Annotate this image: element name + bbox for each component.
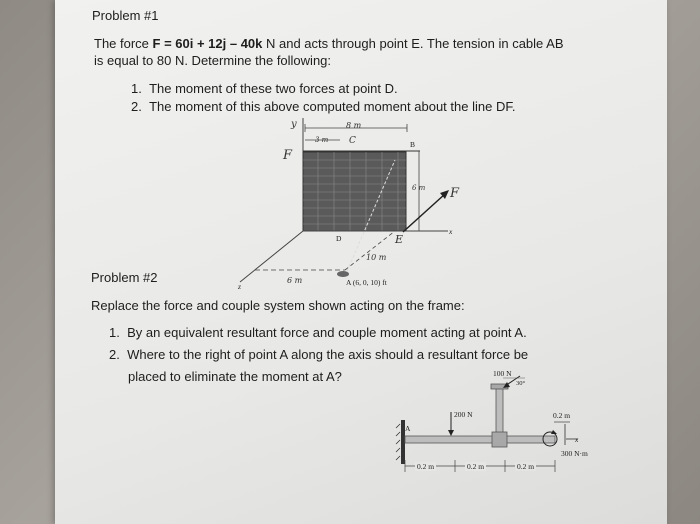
- dim-02m-3: 0.2 m: [517, 462, 535, 471]
- force-200n-label: 200 N: [454, 410, 473, 419]
- item-text: The moment of this above computed moment about the line DF.: [149, 99, 516, 114]
- label-f: F: [283, 148, 293, 163]
- label-d: D: [336, 234, 342, 243]
- force-100n-label: 100 N: [493, 369, 512, 378]
- force-expression: F = 60i + 12j – 40k: [152, 36, 263, 51]
- statement-text: The force: [94, 36, 153, 51]
- item-number: 1.: [109, 325, 120, 340]
- force-label-f: F: [450, 186, 460, 201]
- item-text: The moment of these two forces at point D.: [149, 81, 398, 96]
- problem2-intro: Replace the force and couple system shown acting on the frame:: [91, 298, 465, 313]
- axis-y-label: y: [291, 119, 297, 130]
- problem1-heading: Problem #1: [92, 8, 159, 23]
- problem2-heading: Problem #2: [91, 270, 158, 285]
- dim-02m-1: 0.2 m: [417, 462, 435, 471]
- item-text: Where to the right of point A along the axis should a resultant force be: [127, 347, 529, 362]
- axis-z-label: z: [238, 282, 241, 291]
- dim-02m-2: 0.2 m: [467, 462, 485, 471]
- problem1-statement-line2: is equal to 80 N. Determine the following:: [94, 53, 332, 68]
- item-number: 2.: [109, 347, 120, 362]
- dim-10m: 10 m: [366, 253, 387, 262]
- dim-3m: 3 m: [315, 136, 329, 144]
- label-e: E: [395, 233, 404, 246]
- problem2-item-2-continued: placed to eliminate the moment at A?: [128, 369, 342, 384]
- moment-300nm-label: 300 N·m: [561, 449, 588, 458]
- axis-x-label: x: [449, 227, 453, 236]
- dim-6m-bottom: 6 m: [287, 276, 303, 285]
- dim-02m-right: 0.2 m: [553, 411, 571, 420]
- item-text: By an equivalent resultant force and couple moment acting at point A.: [127, 325, 527, 340]
- dim-8m: 8 m: [346, 121, 362, 130]
- dim-6m-height: 6 m: [412, 184, 426, 192]
- angle-30-label: 30°: [516, 380, 526, 387]
- item-number: 2.: [131, 99, 142, 114]
- label-a-point: A (6, 0, 10) ft: [346, 278, 387, 287]
- statement-text: N and acts through point E. The tension in cable AB: [262, 36, 564, 51]
- item-number: 1.: [131, 81, 142, 96]
- label-b: B: [410, 140, 416, 149]
- label-a: A: [405, 424, 411, 433]
- axis-x-label: x: [575, 435, 579, 444]
- label-c: C: [349, 136, 356, 146]
